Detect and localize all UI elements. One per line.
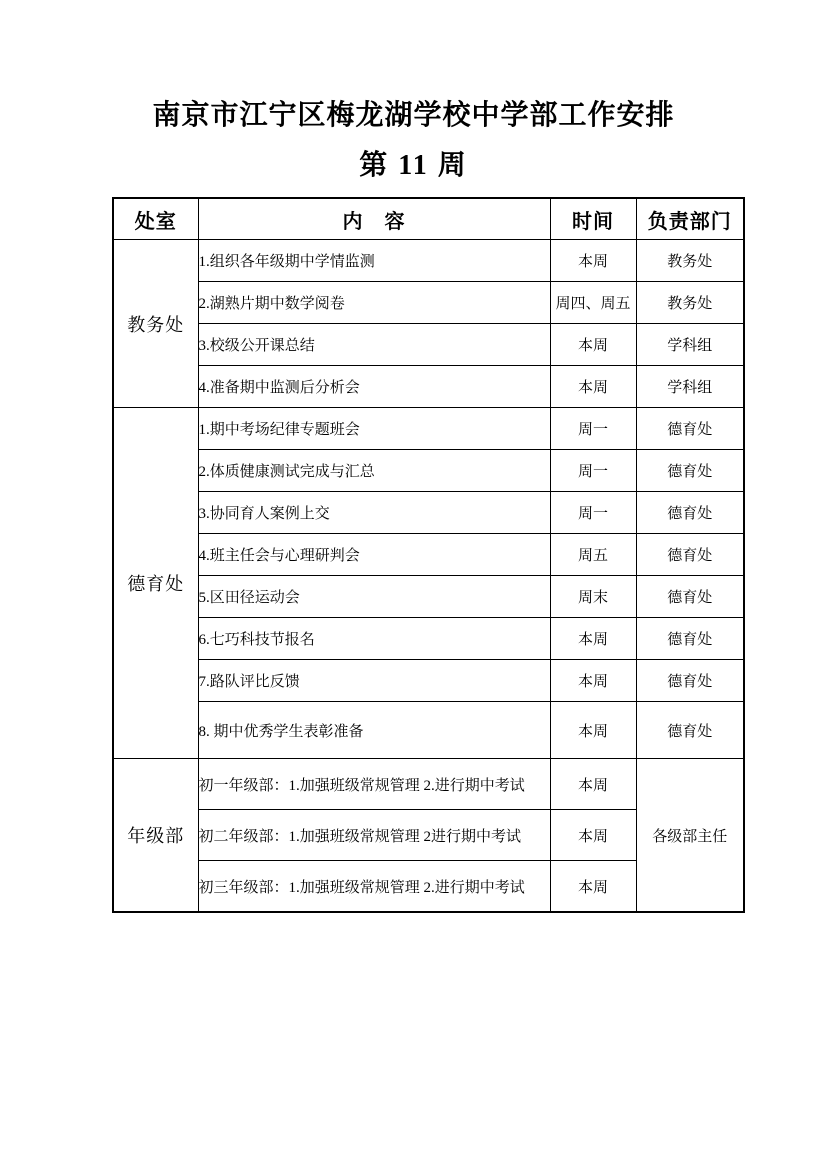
time-cell: 本周	[550, 702, 636, 759]
department-cell: 学科组	[636, 366, 744, 408]
table-row	[113, 534, 744, 576]
table-row	[113, 759, 744, 810]
department-cell: 德育处	[636, 618, 744, 660]
content-cell: 3.协同育人案例上交	[198, 492, 550, 534]
content-cell: 1.期中考场纪律专题班会	[198, 408, 550, 450]
table-row	[113, 702, 744, 759]
content-cell: 4.准备期中监测后分析会	[198, 366, 550, 408]
content-cell: 4.班主任会与心理研判会	[198, 534, 550, 576]
time-cell: 本周	[550, 240, 636, 282]
content-cell: 初一年级部：1.加强班级常规管理 2.进行期中考试	[198, 759, 550, 810]
table-row	[113, 282, 744, 324]
content-cell: 2.体质健康测试完成与汇总	[198, 450, 550, 492]
header-content: 内 容	[198, 198, 550, 240]
content-cell: 6.七巧科技节报名	[198, 618, 550, 660]
department-cell: 德育处	[636, 702, 744, 759]
table-header-row	[113, 198, 744, 240]
header-time: 时间	[550, 198, 636, 240]
department-cell: 学科组	[636, 324, 744, 366]
department-cell: 德育处	[636, 450, 744, 492]
time-cell: 本周	[550, 759, 636, 810]
time-cell: 本周	[550, 660, 636, 702]
time-cell: 本周	[550, 366, 636, 408]
content-cell: 7.路队评比反馈	[198, 660, 550, 702]
content-cell: 初二年级部：1.加强班级常规管理 2进行期中考试	[198, 810, 550, 861]
time-cell: 本周	[550, 810, 636, 861]
office-cell: 年级部	[113, 759, 198, 912]
work-schedule-table	[112, 197, 745, 913]
content-cell: 2.湖熟片期中数学阅卷	[198, 282, 550, 324]
content-cell: 1.组织各年级期中学情监测	[198, 240, 550, 282]
table-row	[113, 492, 744, 534]
time-cell: 本周	[550, 618, 636, 660]
table-row	[113, 618, 744, 660]
table-row	[113, 366, 744, 408]
time-cell: 本周	[550, 324, 636, 366]
time-cell: 周四、周五	[550, 282, 636, 324]
department-cell: 德育处	[636, 408, 744, 450]
content-cell: 初三年级部：1.加强班级常规管理 2.进行期中考试	[198, 861, 550, 912]
department-cell: 各级部主任	[636, 759, 744, 912]
time-cell: 周一	[550, 492, 636, 534]
table-row	[113, 450, 744, 492]
content-cell: 3.校级公开课总结	[198, 324, 550, 366]
time-cell: 周一	[550, 450, 636, 492]
department-cell: 德育处	[636, 492, 744, 534]
table-row	[113, 660, 744, 702]
department-cell: 教务处	[636, 282, 744, 324]
content-cell: 8. 期中优秀学生表彰准备	[198, 702, 550, 759]
table-row	[113, 324, 744, 366]
department-cell: 德育处	[636, 660, 744, 702]
office-cell: 教务处	[113, 240, 198, 408]
table-row	[113, 576, 744, 618]
department-cell: 教务处	[636, 240, 744, 282]
time-cell: 周五	[550, 534, 636, 576]
time-cell: 本周	[550, 861, 636, 912]
header-department: 负责部门	[636, 198, 744, 240]
department-cell: 德育处	[636, 534, 744, 576]
department-cell: 德育处	[636, 576, 744, 618]
page-subtitle: 第 11 周	[359, 150, 468, 182]
table-row	[113, 240, 744, 282]
page-title: 南京市江宁区梅龙湖学校中学部工作安排	[152, 100, 675, 131]
header-office: 处室	[113, 198, 198, 240]
office-cell: 德育处	[113, 408, 198, 759]
time-cell: 周一	[550, 408, 636, 450]
content-cell: 5.区田径运动会	[198, 576, 550, 618]
time-cell: 周末	[550, 576, 636, 618]
table-row	[113, 408, 744, 450]
